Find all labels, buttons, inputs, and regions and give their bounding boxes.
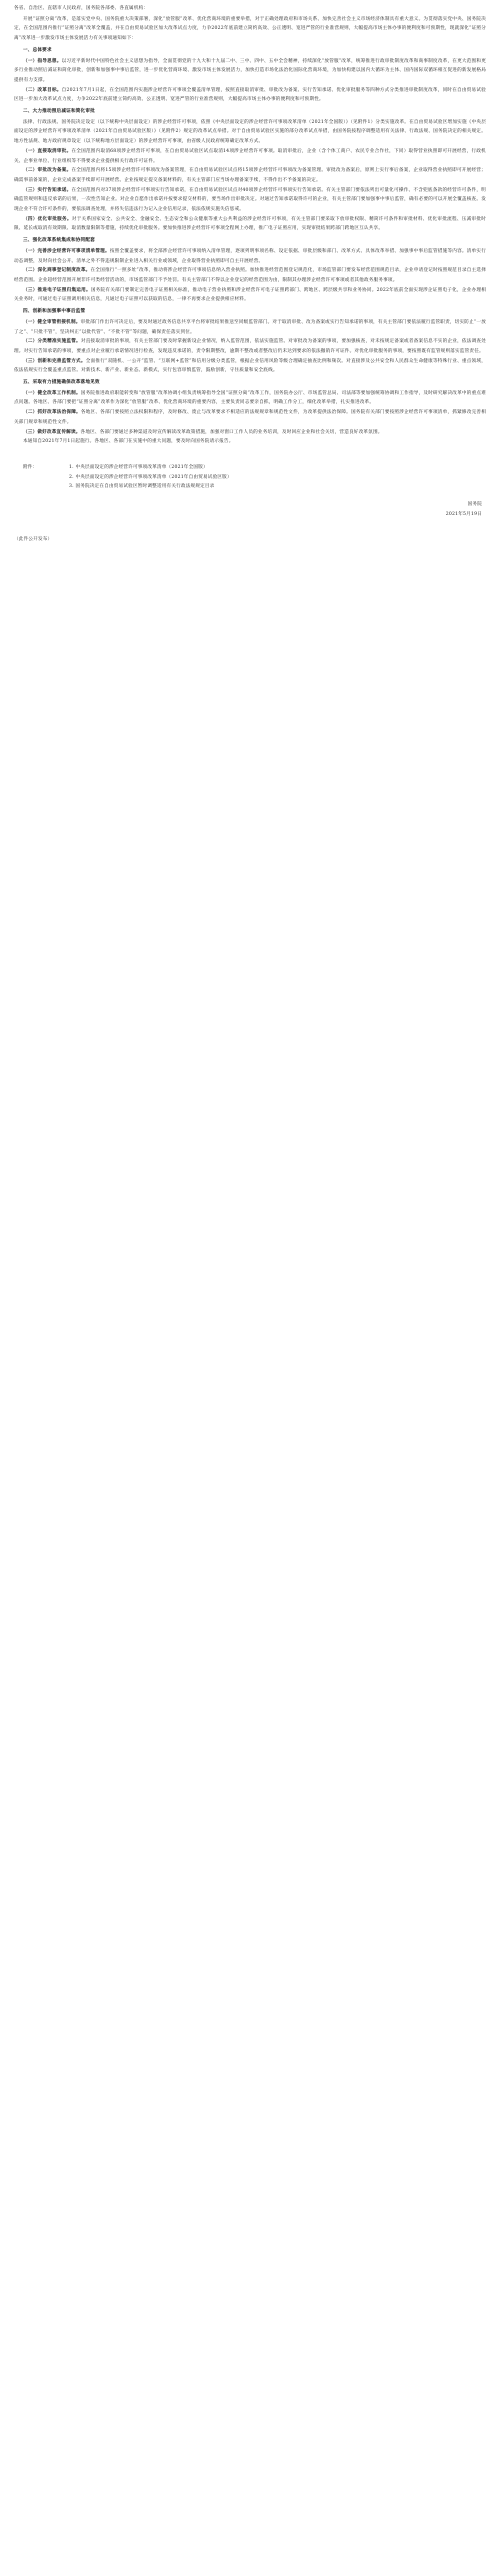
section-paragraph (14, 318, 486, 337)
section-paragraph (14, 57, 486, 86)
section-paragraph (14, 266, 486, 285)
paragraph-text: 按照全覆盖要求，将全部涉企经营许可事项纳入清单管理，逐项列明事项名称、设定依据、审批层级和部门、改革方式、具体改革举措、加强事中事后监管措施等内容。清单实行动态调整，及时向社会公开。清单之外不得违规限制企业进入相关行业或领域，企业取得营业执照即可自主开展经营。 (14, 248, 487, 264)
paragraph-lead: （一）健全审管衔接机制。 (23, 319, 81, 325)
issue-date: 2021年5月19日 (445, 511, 482, 517)
section-paragraph (14, 186, 486, 215)
paragraph-lead: （一）指导思想。 (23, 58, 62, 64)
paragraph-lead: （二）改革目标。 (23, 87, 62, 93)
paragraph-text: 全面推行“双随机、一公开”监管、“互联网+监管”和信用分级分类监管，根据企业信用风险等级合理确定抽查比例和频次。对直接涉及公共安全和人民群众生命健康等特殊行业、重点领域，依法依规实行全覆盖重点监管。对新技术、新产业、新业态、新模式，实行包容审慎监管，鼓励创新，守住质量和安全底线。 (14, 358, 486, 374)
section-paragraph (14, 118, 486, 147)
paragraph-text: 对直接取消审批的事项，有关主管部门要及时掌握新设企业情况，纳入监管范围，依法实施监管。对审批改为备案的事项，要加强核查，对未按规定备案或者备案信息不实的企业，依法调查处理。对实行告知承诺的事项，要重点对企业履行承诺情况进行检查，发现违反承诺的，责令限期整改，逾期不整改或者整改后仍未达到要求的依法撤销许可证件。对优化审批服务的事项，要按照既有监管规则落实监管责任。 (14, 339, 487, 354)
paragraph-lead: （一）完善涉企经营许可事项清单管理。 (23, 248, 110, 254)
section-paragraph (14, 337, 486, 356)
paragraph-lead: （二）深化商事登记制度改革。 (23, 268, 91, 274)
section-paragraph (14, 286, 486, 305)
section-heading: 三、强化改革系统集成和协同配套 (23, 238, 95, 244)
paragraph-lead: （一）直接取消审批。 (23, 148, 72, 154)
section-paragraph (14, 428, 486, 438)
section-paragraph (14, 147, 486, 166)
closing-paragraph: 本通知自2021年7月1日起施行。各地区、各部门在实施中的重大问题，要及时向国务院请示报告。 (23, 439, 234, 445)
paragraph-text: 在全国范围内对37项涉企经营许可事项实行告知承诺，在自由贸易试验区试点对40项涉企经营许可事项实行告知承诺。有关主管部门要依法列出可量化可操作、不含兜底条款的经营许可条件，明确监管规则和违反承诺的后果，一次性告知企业。对企业自愿作出承诺并按要求提交材料的，要当场作出审批决定。对通过告知承诺取得许可的企业，有关主管部门要加强事中事后监管，确有必要的可以开展全覆盖核查。发现企业不符合许可条件的，要依法调查处理，并将失信违法行为记入企业信用记录，依法依规实施失信惩戒。 (14, 187, 486, 213)
section-paragraph (14, 166, 486, 185)
paragraph-lead: （一）健全改革工作机制。 (23, 390, 81, 396)
paragraph-lead: （二）审批改为备案。 (23, 168, 72, 174)
paragraph-text: 以习近平新时代中国特色社会主义思想为指导，全面贯彻党的十九大和十九届二中、三中、四中、五中全会精神，持续深化“放管服”改革，统筹推进行政审批制度改革和商事制度改革，在更大范围和更多行业推动照后减证和简化审批，创新和加强事中事后监管，进一步优化营商环境、激发市场主体发展活力，加快打造市场化法治化国际化营商环境，为加快构建以国内大循环为主体、国内国际双循环相互促进的新发展格局提供有力支撑。 (14, 58, 486, 83)
paragraph-text: 国务院有关部门要制定完善电子证照相关标准，推动电子营业执照和涉企经营许可电子证照跨部门、跨地区、跨层级共享和业务协同。2022年底前全面实现涉企证照电子化，企业办理相关业务时，可通过电子证照调用相关信息，凡通过电子证照可以获取的信息，一律不再要求企业提供相应材料。 (14, 287, 486, 303)
paragraph-lead: （二）抓好改革法治保障。 (23, 410, 81, 416)
section-paragraph (14, 389, 486, 408)
salutation: 各省、自治区、直辖市人民政府，国务院各部委、各直属机构： (14, 6, 149, 11)
paragraph-text: 各地区、各部门要通过多种渠道及时宣传解读改革政策措施，加强对窗口工作人员的业务培训，及时回应企业和社会关切，营造良好改革氛围。 (80, 429, 383, 435)
issuer: 国务院 (467, 502, 482, 508)
section-paragraph (14, 247, 486, 266)
paragraph-text: 对于关系国家安全、公共安全、金融安全、生态安全和公众健康等重大公共利益的涉企经营许可事项，有关主管部门要采取下放审批权限、精简许可条件和审批材料、优化审批流程、压减审批时限、延长或取消有效期限、取消数量限制等措施，持续优化审批服务。要加快推进涉企经营许可事项全程网上办理，推广电子证照应用，实现审批结果跨部门跨地区互认共享。 (14, 216, 486, 232)
section-heading: 二、大力推动照后减证和简化审批 (23, 109, 95, 115)
section-heading: 一、总体要求 (23, 47, 52, 53)
publication-note: （此件公开发布） (14, 537, 53, 543)
paragraph-text: 国务院推进政府职能转变和“放管服”改革协调小组负责统筹指导全国“证照分离”改革工作，国务院办公厅、市场监管总局、司法部等要加强统筹协调和工作指导，及时研究解决改革中的重点难点问题。各地区、各部门要把“证照分离”改革作为深化“放管服”改革、优化营商环境的重要内容，主要负责同志要亲自抓，明确工作分工，细化改革举措，扎实推进改革。 (14, 390, 486, 406)
attachments (14, 463, 486, 492)
section-paragraph (14, 215, 486, 234)
paragraph-text: 各地区、各部门要按照立法权限和程序，及时修改、废止与改革要求不相适应的法规规章和规范性文件，为改革提供法治保障。国务院有关部门要按照涉企经营许可事项清单，抓紧修改完善相关部门规章和规范性文件。 (14, 410, 487, 425)
paragraph-text: 在全国范围内取消68项涉企经营许可事项，在自由贸易试验区试点取消14项涉企经营许可事项。取消审批后，企业（含个体工商户、农民专业合作社，下同）取得营业执照即可开展经营，行政机关、企事业单位、行业组织等不得要求企业提供相关行政许可证件。 (14, 148, 486, 164)
section-heading: 四、创新和加强事中事后监管 (23, 309, 86, 315)
section-heading: 五、采取有力措施确保改革落地见效 (23, 380, 100, 386)
paragraph-lead: （四）优化审批服务。 (23, 216, 72, 222)
attachment-item: 2. 中央层面设定的涉企经营许可事项改革清单（2021年自由贸易试验区版） (69, 474, 232, 480)
paragraph-lead: （三）创新和完善监管方式。 (23, 358, 86, 364)
section-paragraph (14, 408, 486, 427)
paragraph-text: 法律、行政法规、国务院决定设定（以下统称中央层面设定）的涉企经营许可事项，依照《中央层面设定的涉企经营许可事项改革清单（2021年全国版）》（见附件1）分类实施改革。在自由贸易试验区增加实施《中央层面设定的涉企经营许可事项改革清单（2021年自由贸易试验区版）》（见附件2）规定的改革试点举措。对于自由贸易试验区实施的部分改革试点举措，由国务院按程序调整适用有关法律、行政法规、国务院决定的相关规定。地方性法规、地方政府规章设定（以下统称地方层面设定）的涉企经营许可事项，由省级人民政府统筹确定改革方式。 (14, 119, 486, 145)
paragraph-lead: （三）实行告知承诺。 (23, 187, 72, 193)
paragraph-text: 自2021年7月1日起，在全国范围内实施涉企经营许可事项全覆盖清单管理，按照直接取消审批、审批改为备案、实行告知承诺、优化审批服务等四种方式分类推进审批制度改革，同时在自由贸易试验区进一步加大改革试点力度，力争2022年底前建立简约高效、公正透明、宽进严管的行业准营规则，大幅提高市场主体办事的便利度和可预期性。 (14, 87, 486, 103)
paragraph-lead: （三）推进电子证照归集运用。 (23, 287, 91, 293)
paragraph-text: 在全国推行“一照多址”改革，推动将涉企经营许可事项信息纳入营业执照。加快推进经营范围登记规范化，市场监管部门要发布经营范围规范目录，企业申请登记时按照规范目录自主选择经营范围。企业超经营范围开展非许可类经营活动的，市场监管部门不予处罚。有关主管部门不得以企业登记的经营范围为由，限制其办理涉企经营许可事项或者其他政务服务事项。 (14, 268, 486, 283)
attachment-item: 1. 中央层面设定的涉企经营许可事项改革清单（2021年全国版） (69, 464, 208, 470)
paragraph-text: 在全国范围内将15项涉企经营许可事项改为备案管理，在自由贸易试验区试点将15项涉企经营许可事项改为备案管理。审批改为备案后，原则上实行事后备案，企业取得营业执照即可开展经营；确需事前备案的，企业完成备案手续即可开展经营。企业按规定提交备案材料的，有关主管部门应当场办理备案手续，不得作出不予备案的决定。 (14, 168, 486, 183)
section-paragraph (14, 86, 486, 105)
paragraph-lead: （二）分类精准实施监管。 (23, 339, 81, 345)
attachments-label: 附件： (23, 464, 38, 470)
attachment-item: 3. 国务院决定在自由贸易试验区暂时调整适用有关行政法规规定目录 (69, 484, 215, 490)
section-paragraph (14, 357, 486, 376)
intro-paragraph: 开展“证照分离”改革，是落实党中央、国务院重大决策部署，深化“放管服”改革、优化营商环境的重要举措，对于正确处理政府和市场关系、加快完善社会主义市场经济体制具有重大意义。为贯彻落实党中央、国务院决定，在全国范围内推行“证照分离”改革全覆盖，并在自由贸易试验区加大改革试点力度，力争2022年底前建立简约高效、公正透明、宽进严管的行业准营规则，大幅提高市场主体办事的便利度和可预期性，现就深化“证照分离”改革进一步激发市场主体发展活力有关事项通知如下： (14, 16, 486, 42)
paragraph-text: 审批部门作出许可决定后，要及时通过政务信息共享平台将审批结果推送至同级监管部门。对于取消审批、改为备案或实行告知承诺的事项，有关主管部门要依法履行监管职责，切实防止“一放了之”、“只批不管”，坚决纠正“以批代管”、“不批不管”等问题，确保责任落实到位。 (14, 319, 486, 335)
document-body (14, 46, 486, 437)
attachments-list (69, 463, 486, 492)
paragraph-lead: （三）做好改革宣传解读。 (23, 429, 81, 435)
